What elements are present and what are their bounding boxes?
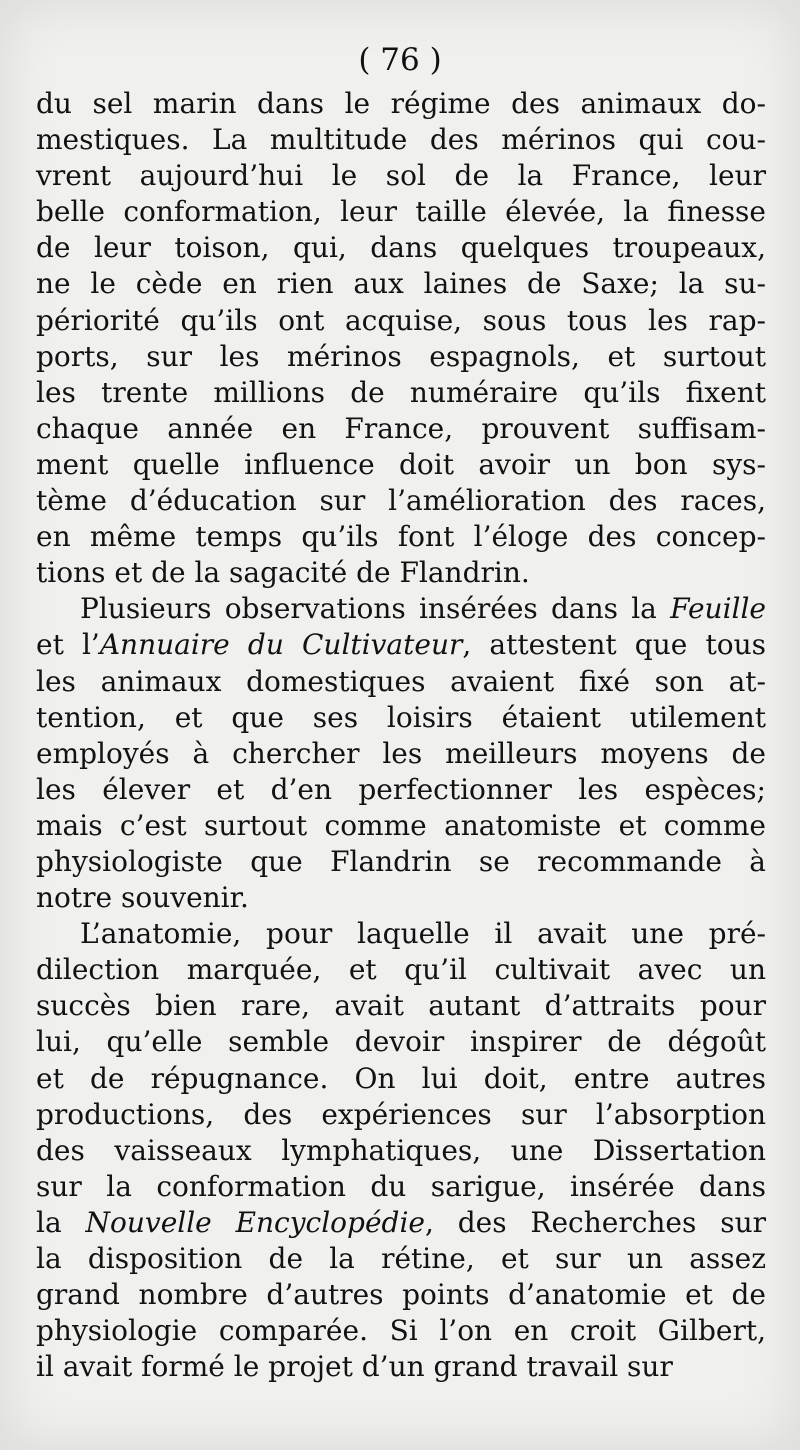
text-run: dilection marquée, et qu’il cultivait avec un [36,953,766,987]
text-line [36,375,766,411]
text-run: tème d’éducation sur l’amélioration des races, [36,484,766,518]
page-number: ( 76 ) [358,42,442,78]
text-run: mais c’est surtout comme anatomiste et comme [36,808,766,842]
text-run: tions et de la sagacité de Flandrin. [36,556,530,590]
text-line [36,158,766,194]
text-line [36,483,766,519]
text-run: sur la conformation du sarigue, insérée dans [36,1169,766,1203]
text-line [36,627,766,663]
text-run: en même temps qu’ils font l’éloge des concep- [36,520,766,554]
text-line [36,1169,766,1205]
text-line [36,700,766,736]
text-run: belle conformation, leur taille élevée, la finesse [36,195,766,229]
text-run: , attestent que tous [462,628,766,662]
text-line [36,1349,766,1385]
text-run: et l’ [36,628,100,662]
italic-text: Annuaire du Cultivateur [99,628,463,662]
text-run: la [36,1205,86,1239]
text-line [36,194,766,230]
text-line [36,1241,766,1277]
text-line [36,1313,766,1349]
text-run: tention, et que ses loisirs étaient utilement [36,700,766,734]
text-run: les élever et d’en perfectionner les espèces; [36,772,766,806]
text-run: , des Recherches sur [424,1205,766,1239]
text-run: physiologie comparée. Si l’on en croit Gilbert, [36,1314,766,1348]
text-line [36,591,766,627]
text-run: du sel marin dans le régime des animaux do- [36,87,766,120]
text-line [36,1133,766,1169]
text-run: la disposition de la rétine, et sur un assez [36,1242,766,1275]
italic-text: Feuille [670,592,766,626]
text-line [36,266,766,302]
text-line [36,736,766,772]
text-line [36,808,766,844]
text-line [36,772,766,808]
text-line [36,339,766,375]
text-run: les trente millions de numéraire qu’ils fixent [36,375,766,409]
text-line [36,1205,766,1241]
text-line [36,1024,766,1060]
text-line [36,447,766,483]
paragraph [36,591,766,916]
text-run: vrent aujourd’hui le sol de la France, leur [36,159,766,193]
text-line [36,916,766,952]
text-line [36,988,766,1024]
italic-text: Nouvelle Encyclopédie [85,1205,425,1239]
text-run: L’anatomie, pour laquelle il avait une pré- [80,917,766,951]
text-run: succès bien rare, avait autant d’attraits pour [36,989,766,1023]
text-run: ne le cède en rien aux laines de Saxe; la su- [36,267,766,301]
text-run: il avait formé le projet d’un grand travail sur [36,1350,673,1384]
text-run: employés à chercher les meilleurs moyens de [36,736,766,770]
text-run: et de répugnance. On lui doit, entre autres [36,1061,766,1095]
text-line [36,1097,766,1133]
text-line [36,411,766,447]
text-run: chaque année en France, prouvent suffisam- [36,411,766,445]
text-line [36,952,766,988]
text-run: mestiques. La multitude des mérinos qui cou- [36,123,766,157]
text-line [36,303,766,339]
text-line [36,519,766,555]
text-run: grand nombre d’autres points d’anatomie et de [36,1278,766,1312]
text-run: productions, des expériences sur l’absorption [36,1097,766,1131]
text-run: périorité qu’ils ont acquise, sous tous les rap- [36,303,766,337]
text-line [36,86,766,122]
body-text [36,86,766,1385]
text-line [36,664,766,700]
text-run: Plusieurs observations insérées dans la [80,592,671,626]
text-run: de leur toison, qui, dans quelques troupeaux, [36,231,766,265]
text-line [36,230,766,266]
text-run: ports, sur les mérinos espagnols, et surtout [36,339,766,373]
text-line [36,1277,766,1313]
text-line [36,880,766,916]
text-line [36,1061,766,1097]
text-line [36,844,766,880]
text-run: ment quelle influence doit avoir un bon sys- [36,447,766,481]
text-run: lui, qu’elle semble devoir inspirer de dégoût [36,1025,766,1059]
text-run: des vaisseaux lymphatiques, une Dissertation [36,1133,766,1167]
paragraph [36,86,766,591]
text-line [36,122,766,158]
text-run: notre souvenir. [36,881,249,915]
text-run: physiologiste que Flandrin se recommande à [36,844,766,878]
text-run: les animaux domestiques avaient fixé son at- [36,664,766,698]
paragraph [36,916,766,1385]
text-line [36,555,766,591]
